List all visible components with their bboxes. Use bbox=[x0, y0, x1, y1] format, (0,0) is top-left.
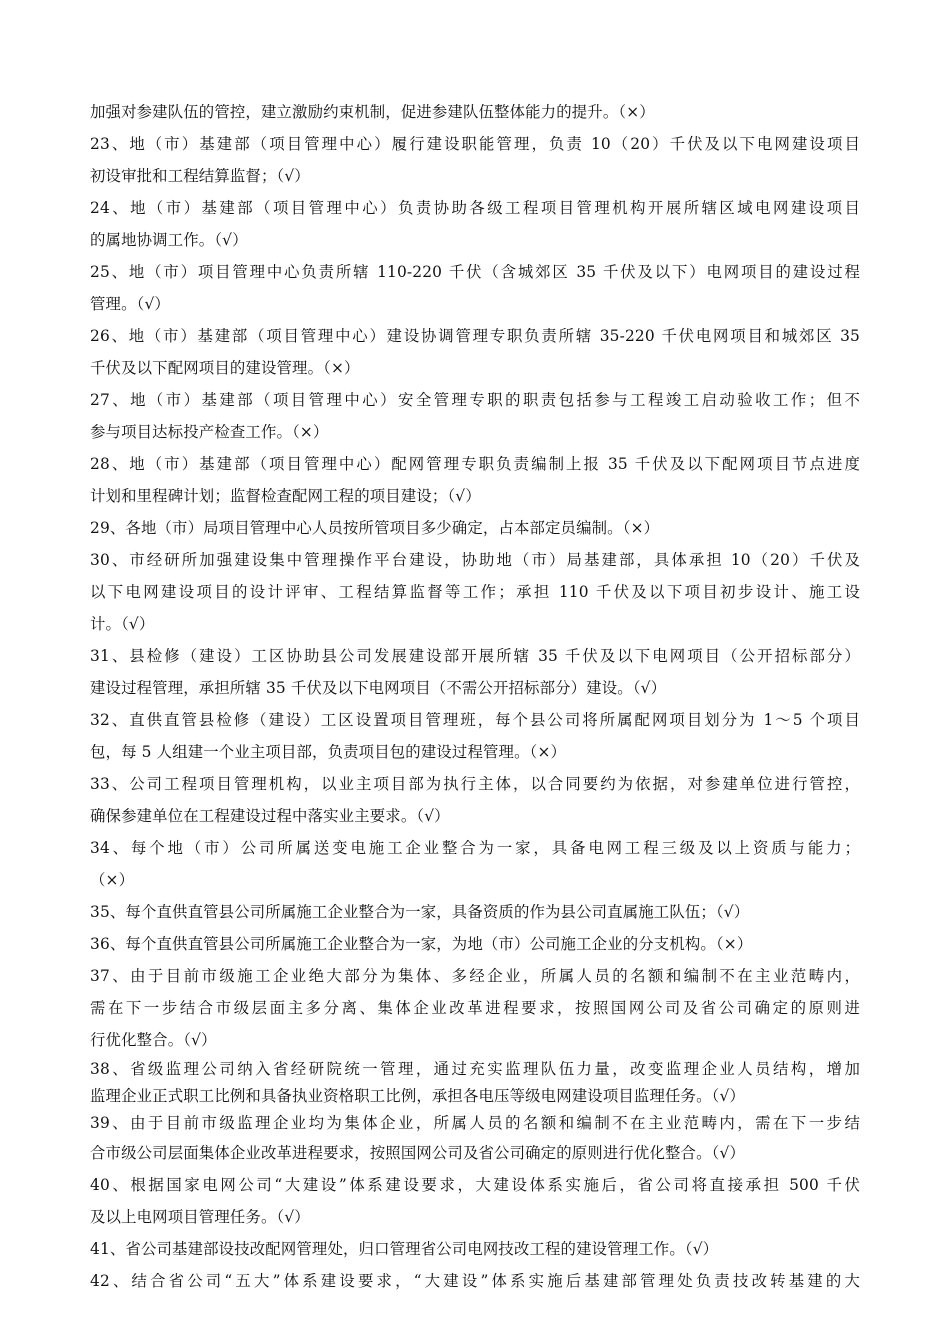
text-line: 27、地（市）基建部（项目管理中心）安全管理专职的职责包括参与工程竣工启动验收工作；但不 bbox=[90, 391, 860, 409]
text-line: 39、由于目前市级监理企业均为集体企业，所属人员的名额和编制不在主业范畴内，需在下一步结 bbox=[90, 1114, 860, 1132]
text-line: 32、直供直管县检修（建设）工区设置项目管理班，每个县公司将所属配网项目划分为 1～5 个项目 bbox=[90, 711, 860, 729]
text-line: 千伏及以下配网项目的建设管理。（×） bbox=[90, 359, 360, 377]
text-line: 加强对参建队伍的管控，建立激励约束机制，促进参建队伍整体能力的提升。（×） bbox=[90, 103, 655, 121]
text-line: 28、地（市）基建部（项目管理中心）配网管理专职负责编制上报 35 千伏及以下配网项目节点进度 bbox=[90, 455, 860, 473]
text-line: 23、地（市）基建部（项目管理中心）履行建设职能管理，负责 10（20）千伏及以下电网建设项目 bbox=[90, 135, 860, 153]
text-line: 37、由于目前市级施工企业绝大部分为集体、多经企业，所属人员的名额和编制不在主业范畴内， bbox=[90, 967, 860, 985]
text-line: 29、各地（市）局项目管理中心人员按所管项目多少确定，占本部定员编制。（×） bbox=[90, 519, 660, 537]
text-line: 25、地（市）项目管理中心负责所辖 110-220 千伏（含城郊区 35 千伏及以下）电网项目的建设过程 bbox=[90, 263, 860, 281]
text-line: 31、县检修（建设）工区协助县公司发展建设部开展所辖 35 千伏及以下电网项目（公开招标部分） bbox=[90, 647, 860, 665]
document-body bbox=[90, 96, 860, 1297]
text-line: 36、每个直供直管县公司所属施工企业整合为一家，为地（市）公司施工企业的分支机构。（×） bbox=[90, 935, 753, 953]
text-line: 确保参建单位在工程建设过程中落实业主要求。（√） bbox=[90, 807, 450, 825]
text-line: 38、省级监理公司纳入省经研院统一管理，通过充实监理队伍力量，改变监理企业人员结构，增加 bbox=[90, 1060, 860, 1078]
text-line: 35、每个直供直管县公司所属施工企业整合为一家，具备资质的作为县公司直属施工队伍；（√） bbox=[90, 903, 750, 921]
text-line: 建设过程管理，承担所辖 35 千伏及以下电网项目（不需公开招标部分）建设。（√） bbox=[90, 679, 667, 697]
text-line: 需在下一步结合市级层面主多分离、集体企业改革进程要求，按照国网公司及省公司确定的原则进 bbox=[90, 999, 860, 1017]
text-line: （×） bbox=[90, 871, 135, 889]
text-line: 合市级公司层面集体企业改革进程要求，按照国网公司及省公司确定的原则进行优化整合。（√） bbox=[90, 1144, 745, 1162]
text-line: 26、地（市）基建部（项目管理中心）建设协调管理专职负责所辖 35-220 千伏电网项目和城郊区 35 bbox=[90, 327, 860, 345]
text-line: 计。（√） bbox=[90, 615, 155, 633]
text-line: 初设审批和工程结算监督；（√） bbox=[90, 167, 310, 185]
text-line: 40、根据国家电网公司“大建设”体系建设要求，大建设体系实施后，省公司将直接承担 500 千伏 bbox=[90, 1176, 860, 1194]
text-line: 计划和里程碑计划；监督检查配网工程的项目建设；（√） bbox=[90, 487, 481, 505]
text-line: 24、地（市）基建部（项目管理中心）负责协助各级工程项目管理机构开展所辖区域电网建设项目 bbox=[90, 199, 860, 217]
text-line: 包，每 5 人组建一个业主项目部，负责项目包的建设过程管理。（×） bbox=[90, 743, 567, 761]
text-line: 以下电网建设项目的设计评审、工程结算监督等工作；承担 110 千伏及以下项目初步设计、施工设 bbox=[90, 583, 860, 601]
text-line: 30、市经研所加强建设集中管理操作平台建设，协助地（市）局基建部，具体承担 10（20）千伏及 bbox=[90, 551, 860, 569]
text-line: 41、省公司基建部设技改配网管理处，归口管理省公司电网技改工程的建设管理工作。（√） bbox=[90, 1240, 719, 1258]
text-line: 33、公司工程项目管理机构，以业主项目部为执行主体，以合同要约为依据，对参建单位进行管控， bbox=[90, 775, 860, 793]
text-line: 行优化整合。（√） bbox=[90, 1031, 217, 1049]
text-line: 34、每个地（市）公司所属送变电施工企业整合为一家，具备电网工程三级及以上资质与能力； bbox=[90, 839, 860, 857]
text-line: 管理。（√） bbox=[90, 295, 170, 313]
text-line: 的属地协调工作。（√） bbox=[90, 231, 248, 249]
text-line: 42、结合省公司“五大”体系建设要求，“大建设”体系实施后基建部管理处负责技改转基建的大 bbox=[90, 1272, 860, 1290]
text-line: 监理企业正式职工比例和具备执业资格职工比例，承担各电压等级电网建设项目监理任务。（√） bbox=[90, 1087, 745, 1105]
text-line: 及以上电网项目管理任务。（√） bbox=[90, 1208, 310, 1226]
text-line: 参与项目达标投产检查工作。（×） bbox=[90, 423, 329, 441]
